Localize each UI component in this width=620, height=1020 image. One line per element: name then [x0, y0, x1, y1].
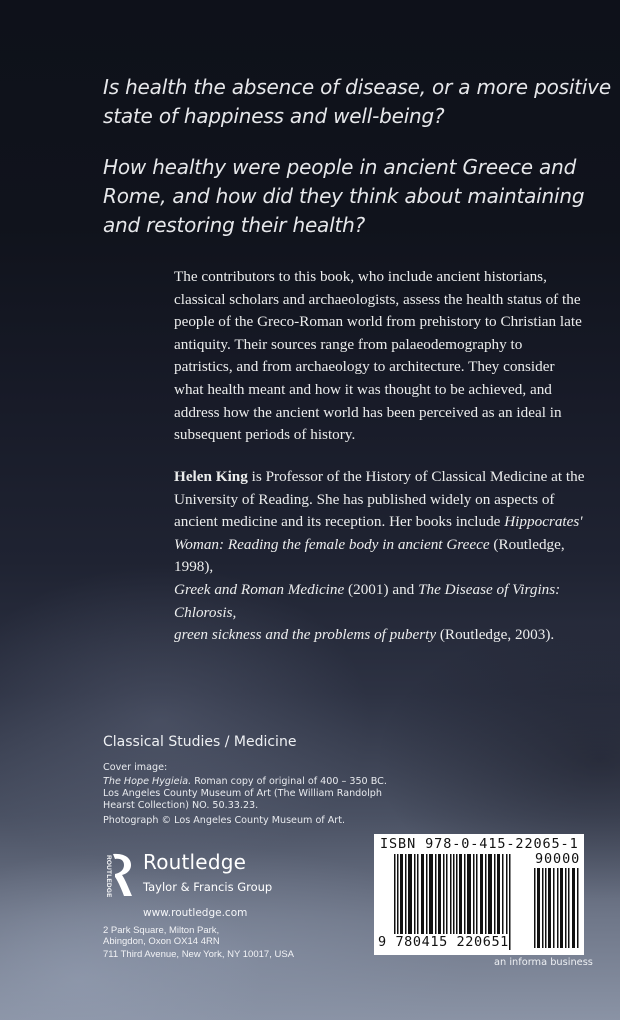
description-line: subsequent periods of history. [174, 426, 356, 444]
isbn-number: ISBN 978-0-415-22065-1 [380, 836, 579, 852]
photo-credit: Photograph © Los Angeles County Museum of Art. [103, 815, 346, 826]
ean-number: 9 780415 220651 [378, 934, 509, 950]
credit-text: Roman copy of original of 400 – 350 BC. [191, 776, 387, 787]
description-line: classical scholars and archaeologists, assess the health status of the [174, 290, 581, 308]
question-1 [103, 73, 611, 131]
publisher-url[interactable]: www.routledge.com [143, 907, 248, 919]
cover-image-label: Cover image: [103, 762, 168, 773]
bio-line [174, 534, 594, 579]
question-line: state of happiness and well-being? [103, 104, 445, 128]
bio-line [174, 466, 594, 489]
question-line: Rome, and how did they think about maintaining [103, 184, 585, 208]
routledge-logo-icon [103, 853, 133, 897]
price-code: 90000 [535, 851, 581, 867]
isbn-barcode [374, 834, 584, 955]
svg-text:ROUTLEDGE: ROUTLEDGE [105, 855, 112, 897]
bio-text: (Routledge, 2003). [436, 626, 555, 644]
book-title: Greek and Roman Medicine [174, 580, 345, 598]
question-line: How healthy were people in ancient Greece and [103, 155, 577, 179]
description-line: patristics, and from archaeology to architecture. They consider [174, 358, 555, 376]
author-name: Helen King [174, 468, 248, 485]
description-line: people of the Greco-Roman world from prehistory to Christian late [174, 313, 582, 331]
description-line: address how the ancient world has been perceived as an ideal in [174, 403, 562, 421]
publisher-name: Routledge [143, 850, 247, 874]
credit-line: Los Angeles County Museum of Art (The William Randolph [103, 788, 382, 799]
publisher-group: Taylor & Francis Group [143, 880, 273, 894]
book-description [174, 266, 594, 447]
question-2 [103, 153, 584, 240]
bio-line [174, 579, 594, 624]
cover-image-credit [103, 776, 387, 812]
bio-line [174, 624, 594, 647]
addon-bars-icon [534, 868, 580, 948]
question-line: Is health the absence of disease, or a more positive [103, 75, 611, 99]
informa-tagline: an informa business [494, 957, 593, 968]
description-line: The contributors to this book, who include ancient historians, [174, 268, 547, 285]
book-title: Woman: Reading the female body in ancient Greece [174, 535, 490, 553]
credit-line: Hearst Collection) NO. 50.33.23. [103, 800, 259, 811]
description-line: antiquity. Their sources range from palaeodemography to [174, 335, 523, 353]
address-line: Abingdon, Oxon OX14 4RN [103, 936, 220, 947]
bio-line: University of Reading. She has published widely on aspects of [174, 490, 555, 508]
book-title: green sickness and the problems of puberty [174, 626, 437, 644]
address-us: 711 Third Avenue, New York, NY 10017, USA [103, 949, 295, 960]
artwork-title: The Hope Hygieia. [103, 776, 192, 787]
book-title: The Disease of Virgins: Chlorosis, [174, 580, 561, 621]
bio-text: is Professor of the History of Classical Medicine at the [247, 468, 585, 485]
question-line: and restoring their health? [103, 213, 366, 237]
author-bio [174, 466, 594, 647]
address-uk [103, 925, 220, 947]
bio-text: ancient medicine and its reception. Her books include [174, 513, 505, 531]
credit-line [103, 776, 387, 788]
bio-text: (2001) and [344, 580, 419, 598]
book-title: Hippocrates' [504, 513, 583, 531]
address-line: 2 Park Square, Milton Park, [103, 925, 220, 936]
bio-line [174, 511, 594, 534]
description-line: what health meant and how it was thought to be achieved, and [174, 380, 552, 398]
subject-category: Classical Studies / Medicine [103, 734, 297, 750]
bio-text: (Routledge, 1998), [174, 535, 565, 576]
